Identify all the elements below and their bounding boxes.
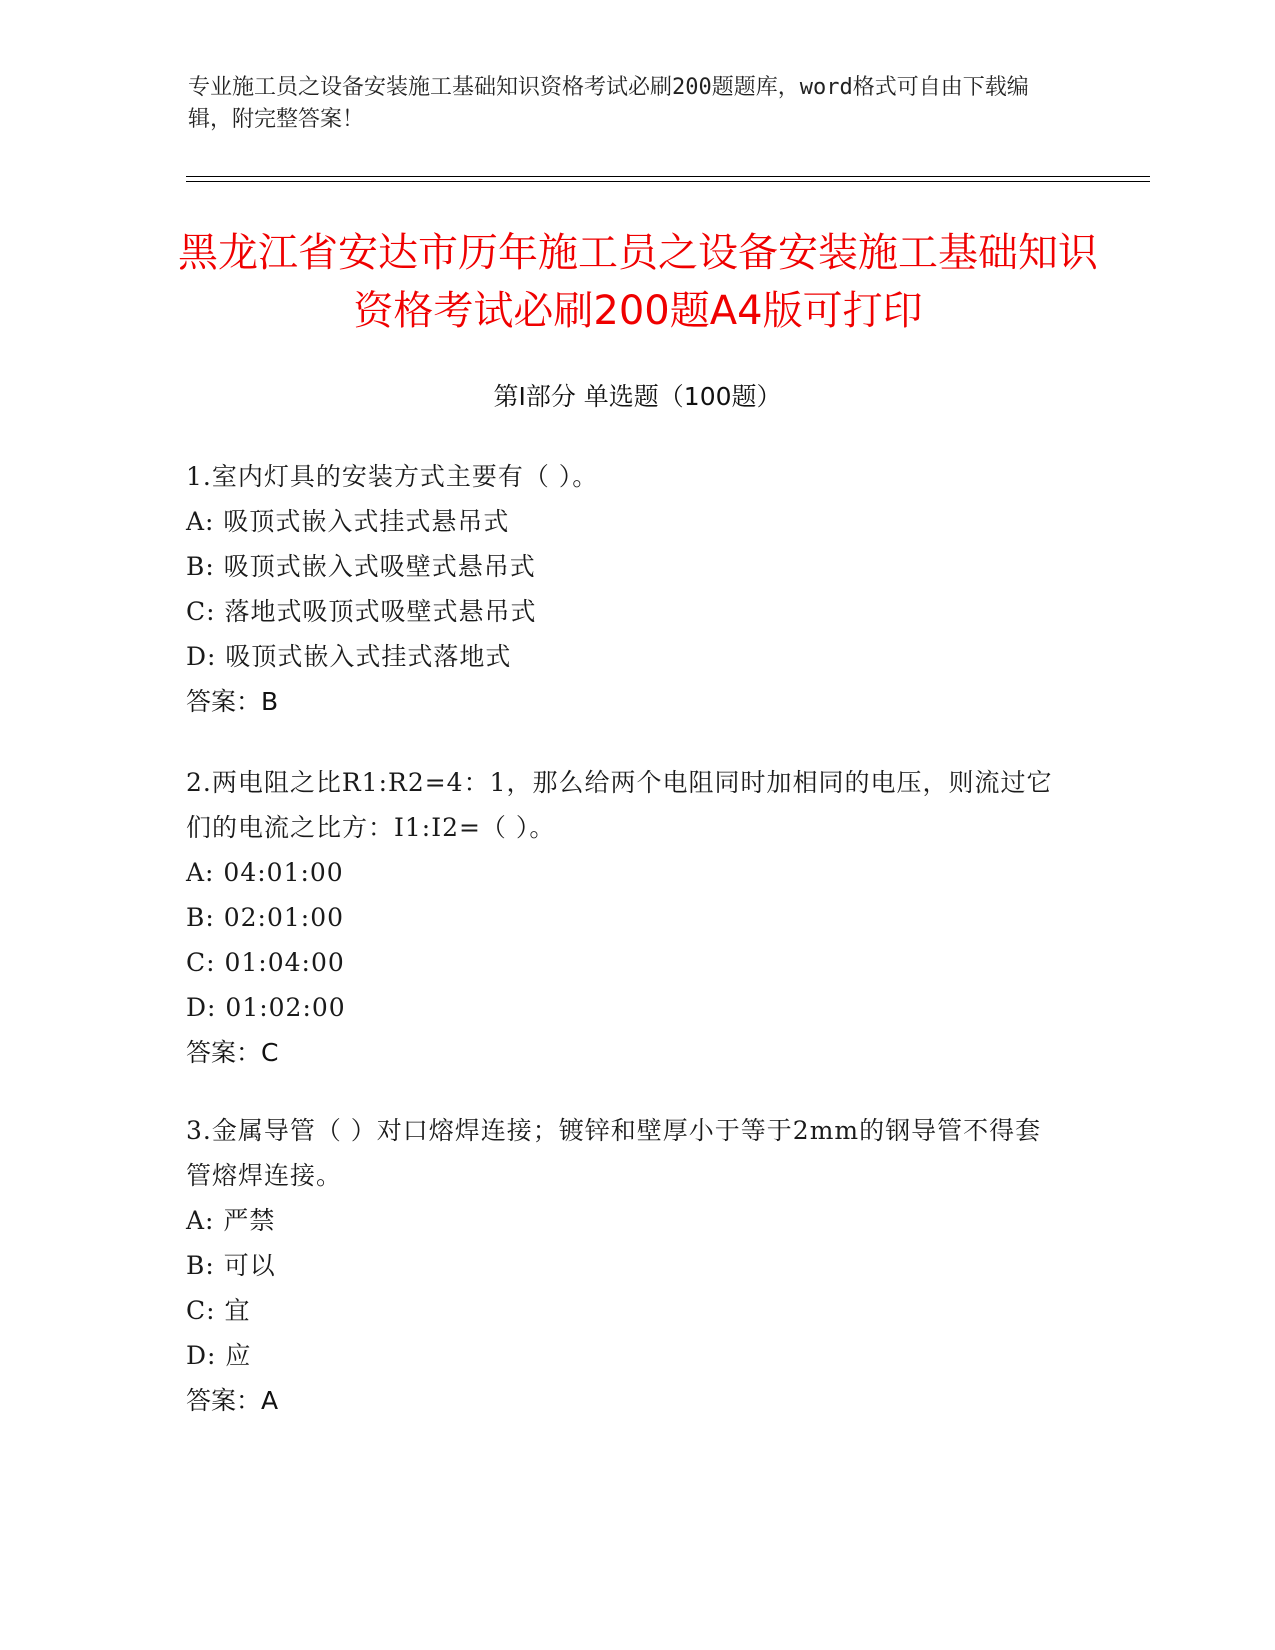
question-stem: 1.室内灯具的安装方式主要有（ ）。 [186,462,599,491]
option-b: B: 可以 [186,1251,276,1280]
option-d: D: 吸顶式嵌入式挂式落地式 [186,642,512,671]
option-a: A: 吸顶式嵌入式挂式悬吊式 [186,507,510,536]
header-rule-top [186,176,1150,177]
document-title: 黑龙江省安达市历年施工员之设备安装施工基础知识资格考试必刷200题A4版可打印 [178,230,1098,334]
question-1 [186,454,1086,724]
question-stem: 2.两电阻之比R1:R2=4：1，那么给两个电阻同时加相同的电压，则流过它们的电流之比方：I1:I2=（ ）。 [186,768,1053,842]
option-b: B: 吸顶式嵌入式吸壁式悬吊式 [186,552,536,581]
option-d: D: 应 [186,1341,252,1370]
answer: 答案：A [186,1386,279,1415]
option-c: C: 01:04:00 [186,948,345,977]
answer: 答案：C [186,1038,279,1067]
option-c: C: 落地式吸顶式吸壁式悬吊式 [186,597,537,626]
option-a: A: 04:01:00 [186,858,344,887]
question-2 [186,760,1066,1075]
question-stem: 3.金属导管（ ）对口熔焊连接；镀锌和壁厚小于等于2mm的钢导管不得套管熔焊连接。 [186,1116,1042,1190]
option-c: C: 宜 [186,1296,251,1325]
option-a: A: 严禁 [186,1206,276,1235]
header-rule-bottom [186,181,1150,182]
section-heading: 第Ⅰ部分 单选题（100题） [493,382,782,411]
option-d: D: 01:02:00 [186,993,346,1022]
question-3 [186,1108,1066,1423]
answer: 答案：B [186,687,279,716]
header-note: 专业施工员之设备安装施工基础知识资格考试必刷200题题库，word格式可自由下载编辑，附完整答案！ [188,75,1029,132]
option-b: B: 02:01:00 [186,903,345,932]
